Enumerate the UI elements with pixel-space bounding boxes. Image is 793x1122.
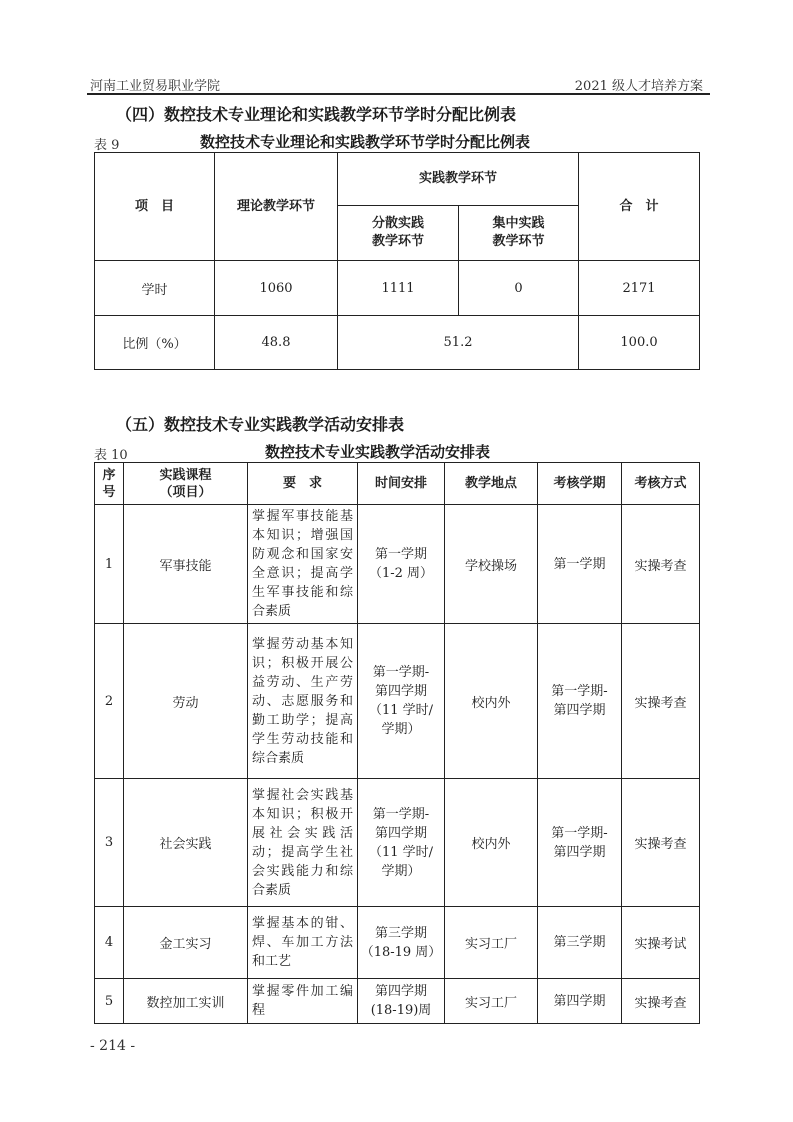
cell-location: 实习工厂 (445, 907, 538, 979)
cell-requirement: 掌握基本的钳、焊、车加工方法和工艺 (248, 907, 358, 979)
header-no: 序 号 (95, 463, 124, 505)
cell-concentrated: 0 (459, 261, 579, 316)
cell-location: 实习工厂 (445, 979, 538, 1024)
cell-exam-term: 第三学期 (538, 907, 622, 979)
cell-no: 4 (95, 907, 124, 979)
header-institution: 河南工业贸易职业学院 (90, 79, 221, 94)
cell-course: 数控加工实训 (124, 979, 248, 1024)
header-theory: 理论教学环节 (215, 153, 338, 261)
cell-exam-method: 实操考查 (622, 624, 700, 779)
section-4-title: （四）数控技术专业理论和实践教学环节学时分配比例表 (116, 105, 517, 124)
table-row (95, 261, 700, 316)
header-exam-method: 考核方式 (622, 463, 700, 505)
cell-no: 1 (95, 505, 124, 624)
cell-no: 2 (95, 624, 124, 779)
cell-exam-term: 第一学期- 第四学期 (538, 624, 622, 779)
cell-course: 军事技能 (124, 505, 248, 624)
table-row (95, 979, 700, 1024)
section-5-title: （五）数控技术专业实践教学活动安排表 (116, 415, 405, 434)
cell-location: 校内外 (445, 779, 538, 907)
cell-exam-term: 第一学期- 第四学期 (538, 779, 622, 907)
cell-no: 5 (95, 979, 124, 1024)
cell-requirement: 掌握军事技能基本知识；增强国防观念和国家安全意识；提高学生军事技能和综合素质 (248, 505, 358, 624)
cell-location: 校内外 (445, 624, 538, 779)
cell-theory: 1060 (215, 261, 338, 316)
header-location: 教学地点 (445, 463, 538, 505)
cell-schedule: 第一学期 （1-2 周） (358, 505, 445, 624)
table-row (95, 505, 700, 624)
cell-schedule: 第一学期- 第四学期 （11 学时/ 学期） (358, 624, 445, 779)
cell-exam-method: 实操考查 (622, 979, 700, 1024)
header-concentrated: 集中实践 教学环节 (459, 206, 579, 261)
cell-exam-method: 实操考查 (622, 779, 700, 907)
header-exam-term: 考核学期 (538, 463, 622, 505)
cell-course: 金工实习 (124, 907, 248, 979)
cell-no: 3 (95, 779, 124, 907)
header-requirement: 要 求 (248, 463, 358, 505)
table-10-caption: 数控技术专业实践教学活动安排表 (265, 443, 491, 461)
cell-total: 100.0 (579, 316, 700, 370)
cell-schedule: 第三学期 （18-19 周） (358, 907, 445, 979)
cell-exam-term: 第四学期 (538, 979, 622, 1024)
cell-total: 2171 (579, 261, 700, 316)
cell-practice: 51.2 (338, 316, 579, 370)
cell-exam-method: 实操考查 (622, 505, 700, 624)
cell-location: 学校操场 (445, 505, 538, 624)
cell-requirement: 掌握社会实践基本知识；积极开展社会实践活动；提高学生社会实践能力和综合素质 (248, 779, 358, 907)
header-schedule: 时间安排 (358, 463, 445, 505)
row-label: 比例（%） (95, 316, 215, 370)
table-9-caption: 数控技术专业理论和实践教学环节学时分配比例表 (200, 133, 531, 151)
cell-exam-term: 第一学期 (538, 505, 622, 624)
cell-schedule: 第四学期 (18-19)周 (358, 979, 445, 1024)
row-label: 学时 (95, 261, 215, 316)
table-row (95, 907, 700, 979)
header-dispersed: 分散实践 教学环节 (338, 206, 459, 261)
table-10-practice-schedule (94, 462, 700, 1024)
header-doc-title: 2021 级人才培养方案 (574, 79, 703, 94)
cell-requirement: 掌握劳动基本知识；积极开展公益劳动、生产劳动、志愿服务和勤工助学；提高学生劳动技能和综合素质 (248, 624, 358, 779)
header-course: 实践课程 （项目） (124, 463, 248, 505)
cell-dispersed: 1111 (338, 261, 459, 316)
table-row (95, 624, 700, 779)
table-9-label: 表 9 (94, 138, 120, 153)
cell-exam-method: 实操考试 (622, 907, 700, 979)
page-number: - 214 - (90, 1038, 136, 1054)
header-practice: 实践教学环节 (338, 153, 579, 206)
header-divider (87, 93, 710, 95)
header-item: 项 目 (95, 153, 215, 261)
header-total: 合 计 (579, 153, 700, 261)
cell-requirement: 掌握零件加工编程 (248, 979, 358, 1024)
table-row (95, 316, 700, 370)
cell-course: 劳动 (124, 624, 248, 779)
table-row (95, 779, 700, 907)
cell-theory: 48.8 (215, 316, 338, 370)
table-10-label: 表 10 (94, 448, 128, 463)
table-9-hours-ratio (94, 152, 700, 370)
cell-schedule: 第一学期- 第四学期 （11 学时/ 学期） (358, 779, 445, 907)
cell-course: 社会实践 (124, 779, 248, 907)
